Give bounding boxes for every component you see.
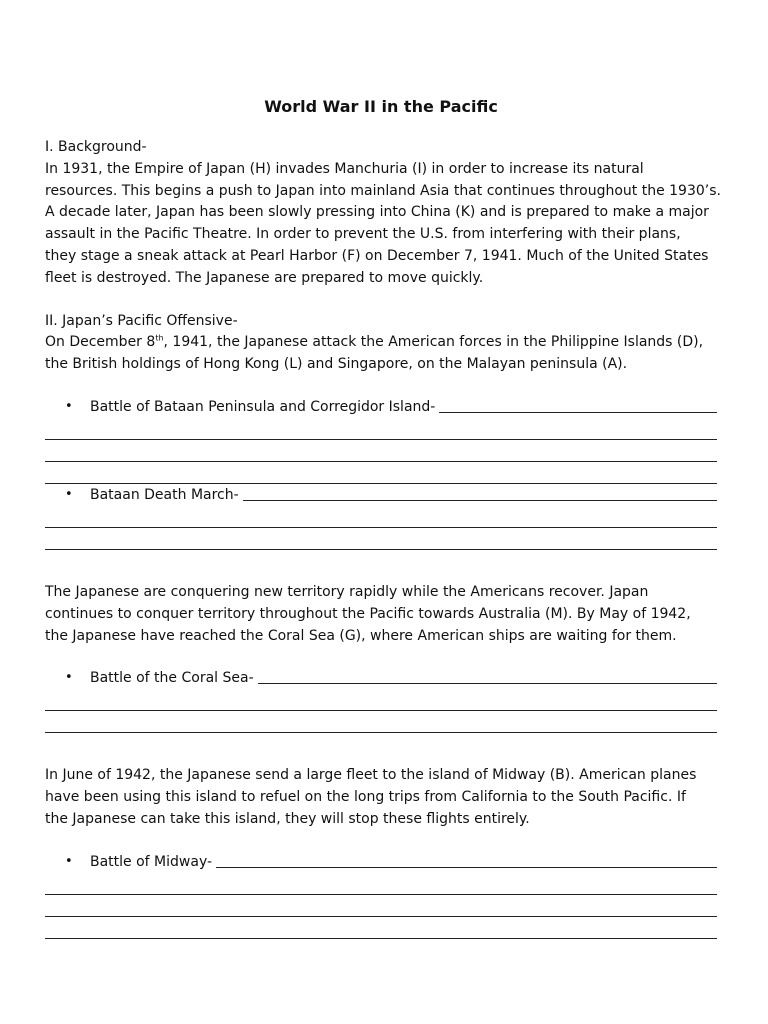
death-march-question — [45, 484, 717, 550]
midway-text-line: In June of 1942, the Japanese send a large fleet to the island of Midway (B). American planes — [45, 767, 697, 784]
midway-text-line: the Japanese can take this island, they will stop these flights entirely. — [45, 810, 530, 827]
background-text-line: resources. This begins a push to Japan into mainland Asia that continues throughout the 1930’s. — [45, 182, 721, 199]
offensive-text-pre: On December 8 — [45, 334, 156, 351]
midway-question — [45, 851, 717, 939]
spacer — [45, 831, 717, 851]
spacer — [45, 647, 717, 667]
background-heading: I. Background- — [45, 139, 147, 155]
coral-sea-text-line: the Japanese have reached the Coral Sea (G), where American ships are waiting for them. — [45, 627, 677, 644]
answer-line[interactable] — [45, 711, 717, 733]
background-text-line: they stage a sneak attack at Pearl Harbor (F) on December 7, 1941. Much of the United States — [45, 247, 709, 264]
spacer — [45, 733, 717, 765]
bullet-label: Battle of the Coral Sea- — [90, 670, 254, 687]
bullet-item — [45, 396, 717, 418]
bataan-question — [45, 396, 717, 484]
spacer — [45, 290, 717, 311]
answer-line[interactable] — [45, 462, 717, 484]
bullet-item — [45, 484, 717, 506]
answer-line[interactable] — [45, 528, 717, 550]
page-title: World War II in the Pacific — [264, 97, 498, 116]
answer-line[interactable] — [45, 689, 717, 711]
bullet-icon: • — [65, 853, 73, 869]
coral-sea-question — [45, 667, 717, 733]
background-text-line: A decade later, Japan has been slowly pressing into China (K) and is prepared to make a major — [45, 204, 709, 221]
offensive-text-post: , 1941, the Japanese attack the American forces in the Philippine Islands (D), — [163, 334, 704, 351]
offensive-section — [45, 311, 717, 376]
bullet-icon: • — [65, 486, 73, 502]
midway-text-line: have been using this island to refuel on the long trips from California to the South Pacific. If — [45, 789, 686, 806]
coral-sea-text-line: The Japanese are conquering new territory rapidly while the Americans recover. Japan — [45, 583, 649, 600]
spacer — [45, 376, 717, 396]
bullet-label: Battle of Bataan Peninsula and Corregidor Island- — [90, 398, 436, 415]
answer-line[interactable] — [45, 895, 717, 917]
answer-line[interactable] — [45, 873, 717, 895]
bullet-item — [45, 851, 717, 873]
bullet-icon: • — [65, 398, 73, 414]
coral-sea-section — [45, 582, 717, 647]
midway-section — [45, 765, 717, 830]
bullet-label: Bataan Death March- — [90, 486, 239, 503]
offensive-text-line — [45, 332, 717, 354]
bullet-icon: • — [65, 670, 73, 686]
background-text-line: In 1931, the Empire of Japan (H) invades Manchuria (I) in order to increase its natural — [45, 160, 644, 177]
bullet-item — [45, 667, 717, 689]
answer-blank[interactable] — [439, 411, 717, 413]
background-text-line: fleet is destroyed. The Japanese are prepared to move quickly. — [45, 269, 484, 286]
answer-line[interactable] — [45, 506, 717, 528]
answer-line[interactable] — [45, 917, 717, 939]
bullet-label: Battle of Midway- — [90, 853, 213, 870]
background-text-line: assault in the Pacific Theatre. In order to prevent the U.S. from interfering with their plans, — [45, 226, 681, 243]
answer-line[interactable] — [45, 418, 717, 440]
worksheet-page — [45, 96, 721, 939]
answer-blank[interactable] — [216, 866, 717, 868]
answer-line[interactable] — [45, 440, 717, 462]
coral-sea-text-line: continues to conquer territory throughout the Pacific towards Australia (M). By May of 1942, — [45, 605, 691, 622]
answer-blank[interactable] — [258, 682, 717, 684]
background-section — [45, 137, 721, 290]
answer-blank[interactable] — [243, 499, 717, 501]
spacer — [45, 550, 717, 582]
offensive-heading: II. Japan’s Pacific Offensive- — [45, 312, 238, 329]
ordinal-suffix: th — [155, 333, 164, 343]
offensive-text-line: the British holdings of Hong Kong (L) and Singapore, on the Malayan peninsula (A). — [45, 356, 628, 373]
